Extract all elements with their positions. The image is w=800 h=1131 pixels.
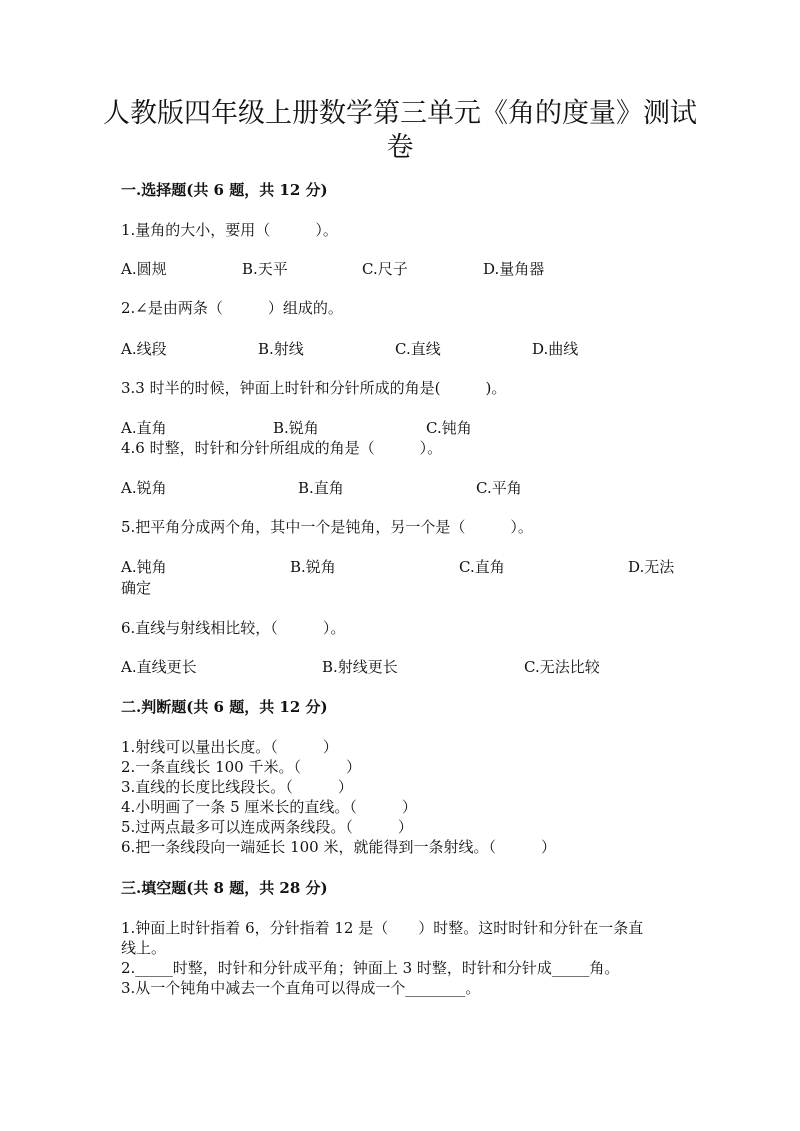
question-option: B.直角 bbox=[298, 479, 344, 497]
page-title-line-2: 卷 bbox=[386, 132, 414, 163]
section-heading-choice: 一.选择题(共 6 题，共 12 分) bbox=[121, 181, 328, 199]
question-option: C.直角 bbox=[459, 558, 505, 576]
question-option-wrap: 确定 bbox=[121, 579, 152, 597]
question-option: B.射线 bbox=[258, 340, 304, 358]
question-stem: 5.把平角分成两个角，其中一个是钝角，另一个是（ ）。 bbox=[121, 518, 533, 536]
question-option: A.钝角 bbox=[121, 558, 167, 576]
question-option: B.锐角 bbox=[290, 558, 336, 576]
question-option: C.无法比较 bbox=[524, 658, 600, 676]
question-stem: 3.3 时半的时候，钟面上时针和分针所成的角是( )。 bbox=[121, 379, 507, 397]
question-option: C.直线 bbox=[395, 340, 441, 358]
question-option: A.直角 bbox=[121, 419, 167, 437]
judge-item: 5.过两点最多可以连成两条线段。（ ） bbox=[121, 818, 413, 836]
question-option: D.无法 bbox=[628, 558, 675, 576]
page-title-line-1: 人教版四年级上册数学第三单元《角的度量》测试 bbox=[103, 98, 697, 129]
judge-item: 6.把一条线段向一端延长 100 米，就能得到一条射线。（ ） bbox=[121, 838, 556, 856]
question-option: C.平角 bbox=[476, 479, 522, 497]
question-option: A.线段 bbox=[121, 340, 167, 358]
question-stem: 1.量角的大小，要用（ ）。 bbox=[121, 221, 338, 239]
question-option: D.曲线 bbox=[532, 340, 579, 358]
judge-item: 2.一条直线长 100 千米。（ ） bbox=[121, 758, 361, 776]
question-option: B.射线更长 bbox=[322, 658, 398, 676]
judge-item: 1.射线可以量出长度。（ ） bbox=[121, 738, 338, 756]
question-option: B.天平 bbox=[242, 260, 288, 278]
question-option: A.圆规 bbox=[121, 260, 167, 278]
question-option: C.尺子 bbox=[362, 260, 408, 278]
question-option: C.钝角 bbox=[426, 419, 472, 437]
section-heading-judge: 二.判断题(共 6 题，共 12 分) bbox=[121, 698, 328, 716]
judge-item: 3.直线的长度比线段长。（ ） bbox=[121, 778, 353, 796]
question-stem: 4.6 时整，时针和分针所组成的角是（ ）。 bbox=[121, 439, 443, 457]
section-heading-fill: 三.填空题(共 8 题，共 28 分) bbox=[121, 879, 328, 897]
fill-item: 3.从一个钝角中减去一个直角可以得成一个________。 bbox=[121, 979, 481, 997]
question-stem: 2.∠是由两条（ ）组成的。 bbox=[121, 299, 343, 317]
judge-item: 4.小明画了一条 5 厘米长的直线。（ ） bbox=[121, 798, 417, 816]
question-stem: 6.直线与射线相比较，（ ）。 bbox=[121, 619, 346, 637]
fill-item: 2._____时整，时针和分针成平角；钟面上 3 时整，时针和分针成_____角。 bbox=[121, 959, 620, 977]
question-option: D.量角器 bbox=[483, 260, 545, 278]
question-option: A.锐角 bbox=[121, 479, 167, 497]
question-option: B.锐角 bbox=[273, 419, 319, 437]
fill-item: 线上。 bbox=[121, 939, 167, 957]
question-option: A.直线更长 bbox=[121, 658, 197, 676]
fill-item: 1.钟面上时针指着 6，分针指着 12 是（ ）时整。这时时针和分针在一条直 bbox=[121, 919, 644, 937]
